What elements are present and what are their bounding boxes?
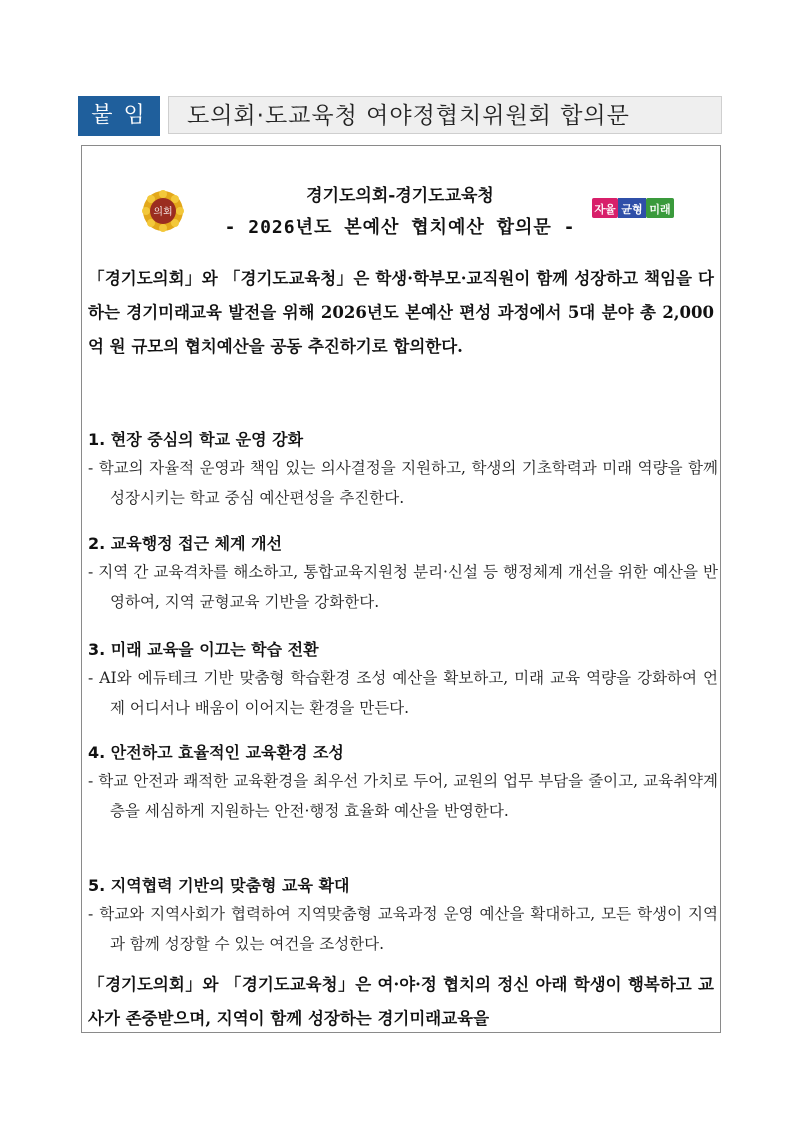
attachment-tag: 붙 임 bbox=[78, 96, 160, 136]
item-body: - 학교의 자율적 운영과 책임 있는 의사결정을 지원하고, 학생의 기초학력과 미래 역량을 함께 성장시키는 학교 중심 예산편성을 추진한다. bbox=[88, 459, 718, 507]
agreement-closing-paragraph: 「경기도의회」와 「경기도교육청」은 여·야·정 협치의 정신 아래 학생이 행복하고 교사가 존중받으며, 지역이 함께 성장하는 경기미래교육을 bbox=[88, 975, 714, 1028]
svg-text:자율: 자율 bbox=[594, 203, 616, 216]
organization-title: 경기도의회-경기도교육청 bbox=[306, 186, 494, 206]
agreement-item bbox=[88, 740, 718, 826]
svg-text:균형: 균형 bbox=[621, 203, 643, 216]
item-heading: 3. 미래 교육을 이끄는 학습 전환 bbox=[88, 640, 319, 659]
autonomy-balance-future-logo bbox=[592, 196, 674, 220]
agreement-item bbox=[88, 637, 718, 723]
agreement-item bbox=[88, 427, 718, 513]
item-body: - AI와 에듀테크 기반 맞춤형 학습환경 조성 예산을 확보하고, 미래 교육 역량을 강화하여 언제 어디서나 배움이 이어지는 환경을 만든다. bbox=[88, 669, 718, 717]
item-body: - 학교 안전과 쾌적한 교육환경을 최우선 가치로 두어, 교원의 업무 부담을 줄이고, 교육취약계층을 세심하게 지원하는 안전·행정 효율화 예산을 반영한다. bbox=[88, 772, 718, 820]
agreement-intro-paragraph: 「경기도의회」와 「경기도교육청」은 학생·학부모·교직원이 함께 성장하고 책임을 다하는 경기미래교육 발전을 위해 2026년도 본예산 편성 과정에서 5대 분야 총 2,000억 원 규모의 협치예산을 공동 추진하기로 합의한다. bbox=[88, 269, 714, 356]
item-body: - 학교와 지역사회가 협력하여 지역맞춤형 교육과정 운영 예산을 확대하고, 모든 학생이 지역과 함께 성장할 수 있는 여건을 조성한다. bbox=[88, 905, 718, 953]
agreement-subtitle: - 2026년도 본예산 협치예산 합의문 - bbox=[224, 217, 576, 238]
agreement-item bbox=[88, 531, 718, 617]
attachment-header bbox=[78, 96, 722, 136]
agreement-item bbox=[88, 873, 718, 959]
item-heading: 5. 지역협력 기반의 맞춤형 교육 확대 bbox=[88, 876, 350, 895]
item-heading: 2. 교육행정 접근 체계 개선 bbox=[88, 534, 283, 553]
item-heading: 1. 현장 중심의 학교 운영 강화 bbox=[88, 430, 304, 449]
attachment-title: 도의회·도교육청 여야정협치위원회 합의문 bbox=[168, 96, 722, 134]
seal-label: 의회 bbox=[153, 207, 173, 218]
item-body: - 지역 간 교육격차를 해소하고, 통합교육지원청 분리·신설 등 행정체계 개선을 위한 예산을 반영하여, 지역 균형교육 기반을 강화한다. bbox=[88, 563, 718, 611]
svg-text:미래: 미래 bbox=[649, 203, 671, 216]
item-heading: 4. 안전하고 효율적인 교육환경 조성 bbox=[88, 743, 344, 762]
